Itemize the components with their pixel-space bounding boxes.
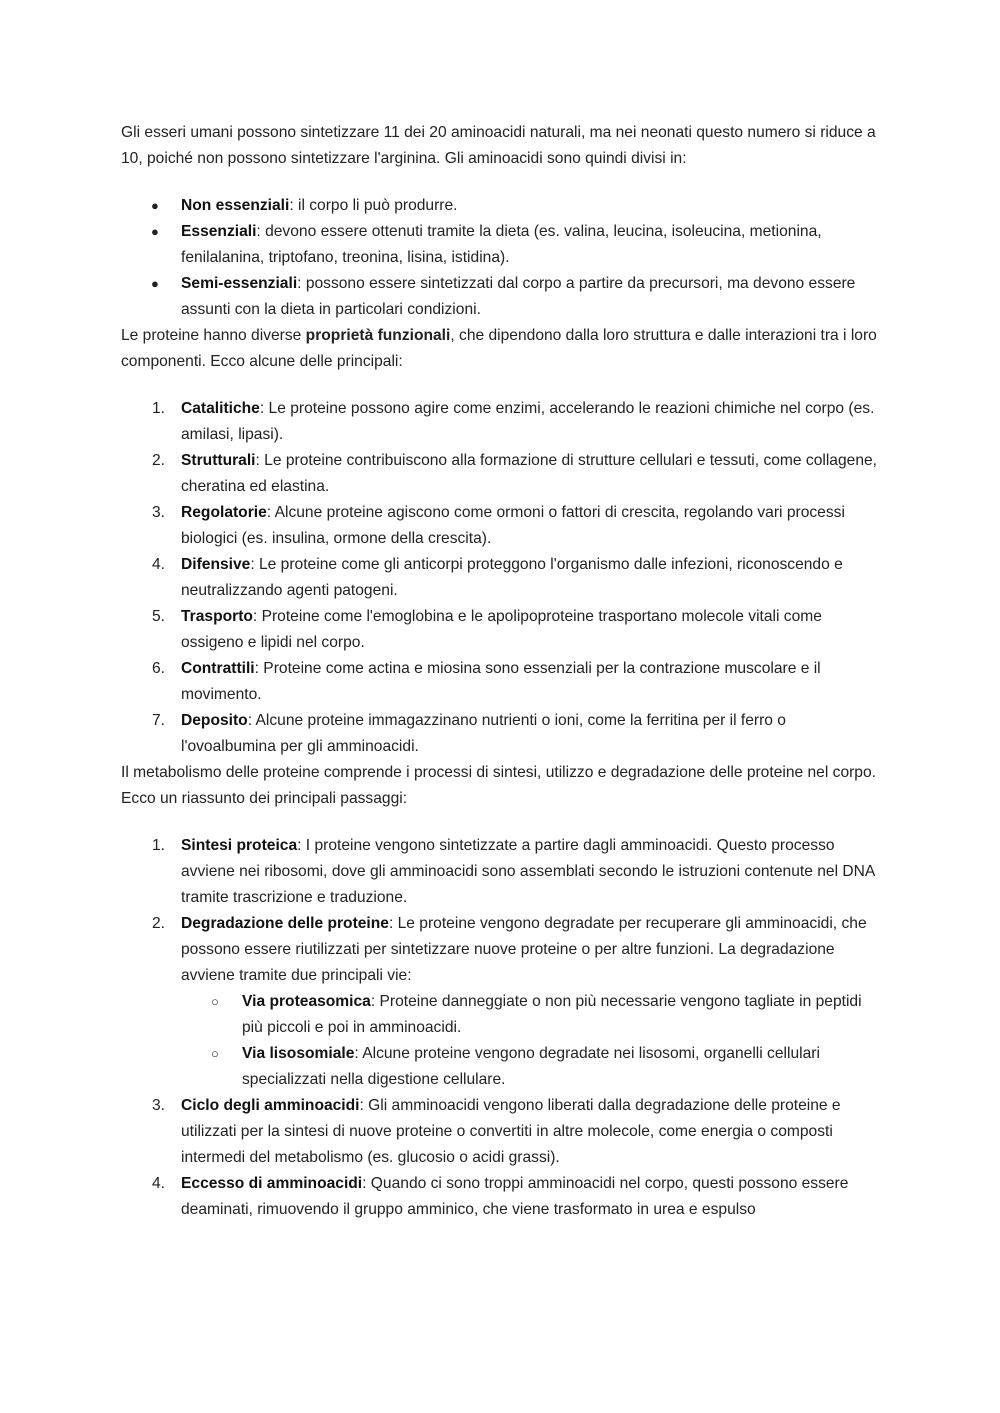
list-item-regolatorie [121,500,881,552]
list-item-eccesso-amminoacidi [121,1171,881,1223]
bullet-icon: ● [151,276,159,291]
bullet-icon: ● [151,198,159,213]
term-description: : I proteine vengono sintetizzate a partire dagli amminoacidi. Questo processo avviene nei ribosomi, dove gli amminoacidi sono assemblati secondo le istruzioni contenute nel DNA tramite trascrizione e traduzione. [181,837,875,906]
list-number: 3. [151,504,165,521]
list-number: 2. [151,915,165,932]
term-description: : Alcune proteine immagazzinano nutrienti o ioni, come la ferritina per il ferro o l'ovoalbumina per gli amminoacidi. [181,712,786,755]
term-label: Via lisosomiale [242,1045,355,1062]
list-item-catalitiche [121,396,881,448]
list-item-via-proteasomica [181,989,881,1041]
list-number: 5. [151,608,165,625]
intro-paragraph: Gli esseri umani possono sintetizzare 11 dei 20 aminoacidi naturali, ma nei neonati questo numero si riduce a 10, poiché non possono sintetizzare l'arginina. Gli aminoacidi sono quindi divisi in: [121,124,876,167]
term-label: Essenziali [181,223,257,240]
hollow-bullet-icon: ○ [211,1046,219,1061]
term-description: : Le proteine possono agire come enzimi, accelerando le reazioni chimiche nel corpo (es. amilasi, lipasi). [181,400,875,443]
term-label: Ciclo degli amminoacidi [181,1097,360,1114]
metabolism-intro-paragraph: Il metabolismo delle proteine comprende i processi di sintesi, utilizzo e degradazione delle proteine nel corpo. Ecco un riassunto dei principali passaggi: [121,764,876,807]
term-description: : Proteine danneggiate o non più necessarie vengono tagliate in peptidi più piccoli e poi in amminoacidi. [242,993,862,1036]
intro-text-after: , che dipendono dalla loro struttura e dalle interazioni tra i loro componenti. Ecco alcune delle principali: [121,327,877,370]
term-label: Eccesso di amminoacidi [181,1175,363,1192]
term-label: Degradazione delle proteine [181,915,389,932]
list-item-essential [121,219,881,271]
list-item-semi-essential [121,271,881,323]
list-number: 4. [151,556,165,573]
term-label: Via proteasomica [242,993,371,1010]
term-description: : il corpo li può produrre. [289,197,458,214]
list-item-degradazione [121,911,881,1093]
list-item-trasporto [121,604,881,656]
term-label: Sintesi proteica [181,837,298,854]
list-number: 3. [151,1097,165,1114]
term-description: : Proteine come actina e miosina sono essenziali per la contrazione muscolare e il movimento. [181,660,821,703]
list-number: 2. [151,452,165,469]
list-number: 4. [151,1175,165,1192]
term-description: : Quando ci sono troppi amminoacidi nel corpo, questi possono essere deaminati, rimuovendo il gruppo amminico, che viene trasformato in urea e espulso [181,1175,849,1218]
list-item-ciclo-amminoacidi [121,1093,881,1171]
term-description: : possono essere sintetizzati dal corpo a partire da precursori, ma devono essere assunti con la dieta in particolari condizioni. [181,275,856,318]
term-label: Trasporto [181,608,253,625]
list-number: 7. [151,712,165,729]
list-item-deposito [121,708,881,760]
term-label: Semi-essenziali [181,275,298,292]
term-description: : Alcune proteine vengono degradate nei lisosomi, organelli cellulari specializzati nella digestione cellulare. [242,1045,820,1088]
list-item-contrattili [121,656,881,708]
term-description: : devono essere ottenuti tramite la dieta (es. valina, leucina, isoleucina, metionina, fenilalanina, triptofano, treonina, lisina, istidina). [181,223,822,266]
list-number: 1. [151,837,165,854]
term-label: Deposito [181,712,248,729]
hollow-bullet-icon: ○ [211,994,219,1009]
term-label: Contrattili [181,660,255,677]
bullet-icon: ● [151,224,159,239]
term-description: : Le proteine contribuiscono alla formazione di strutture cellulari e tessuti, come collagene, cheratina ed elastina. [181,452,877,495]
list-item-difensive [121,552,881,604]
list-number: 6. [151,660,165,677]
term-label: Non essenziali [181,197,290,214]
term-label: Difensive [181,556,251,573]
term-description: : Gli amminoacidi vengono liberati dalla degradazione delle proteine e utilizzati per la sintesi di nuove proteine o convertiti in altre molecole, come energia o composti intermedi del metabolismo (es. glucosio o acidi grassi). [181,1097,841,1166]
term-label: Regolatorie [181,504,267,521]
term-description: : Le proteine come gli anticorpi proteggono l'organismo dalle infezioni, riconoscendo e neutralizzando agenti patogeni. [181,556,843,599]
intro-bold-term: proprietà funzionali [305,327,451,344]
list-item-sintesi-proteica [121,833,881,911]
amino-types-list [121,193,881,323]
list-item-via-lisosomiale [181,1041,881,1093]
properties-intro-paragraph [121,323,881,375]
term-label: Strutturali [181,452,256,469]
term-label: Catalitiche [181,400,260,417]
term-description: : Alcune proteine agiscono come ormoni o fattori di crescita, regolando vari processi biologici (es. insulina, ormone della crescita). [181,504,845,547]
list-item-non-essential [121,193,881,219]
term-description: : Proteine come l'emoglobina e le apolipoproteine trasportano molecole vitali come ossigeno e lipidi nel corpo. [181,608,822,651]
list-item-strutturali [121,448,881,500]
metabolism-list [121,833,881,1223]
intro-text-before: Le proteine hanno diverse [121,327,306,344]
degradation-pathways-list [181,989,881,1093]
list-number: 1. [151,400,165,417]
term-description: : Le proteine vengono degradate per recuperare gli amminoacidi, che possono essere riutilizzati per sintetizzare nuove proteine o per altre funzioni. La degradazione avviene tramite due principali vie: [181,915,867,984]
document-body [121,120,881,1223]
properties-list [121,396,881,760]
